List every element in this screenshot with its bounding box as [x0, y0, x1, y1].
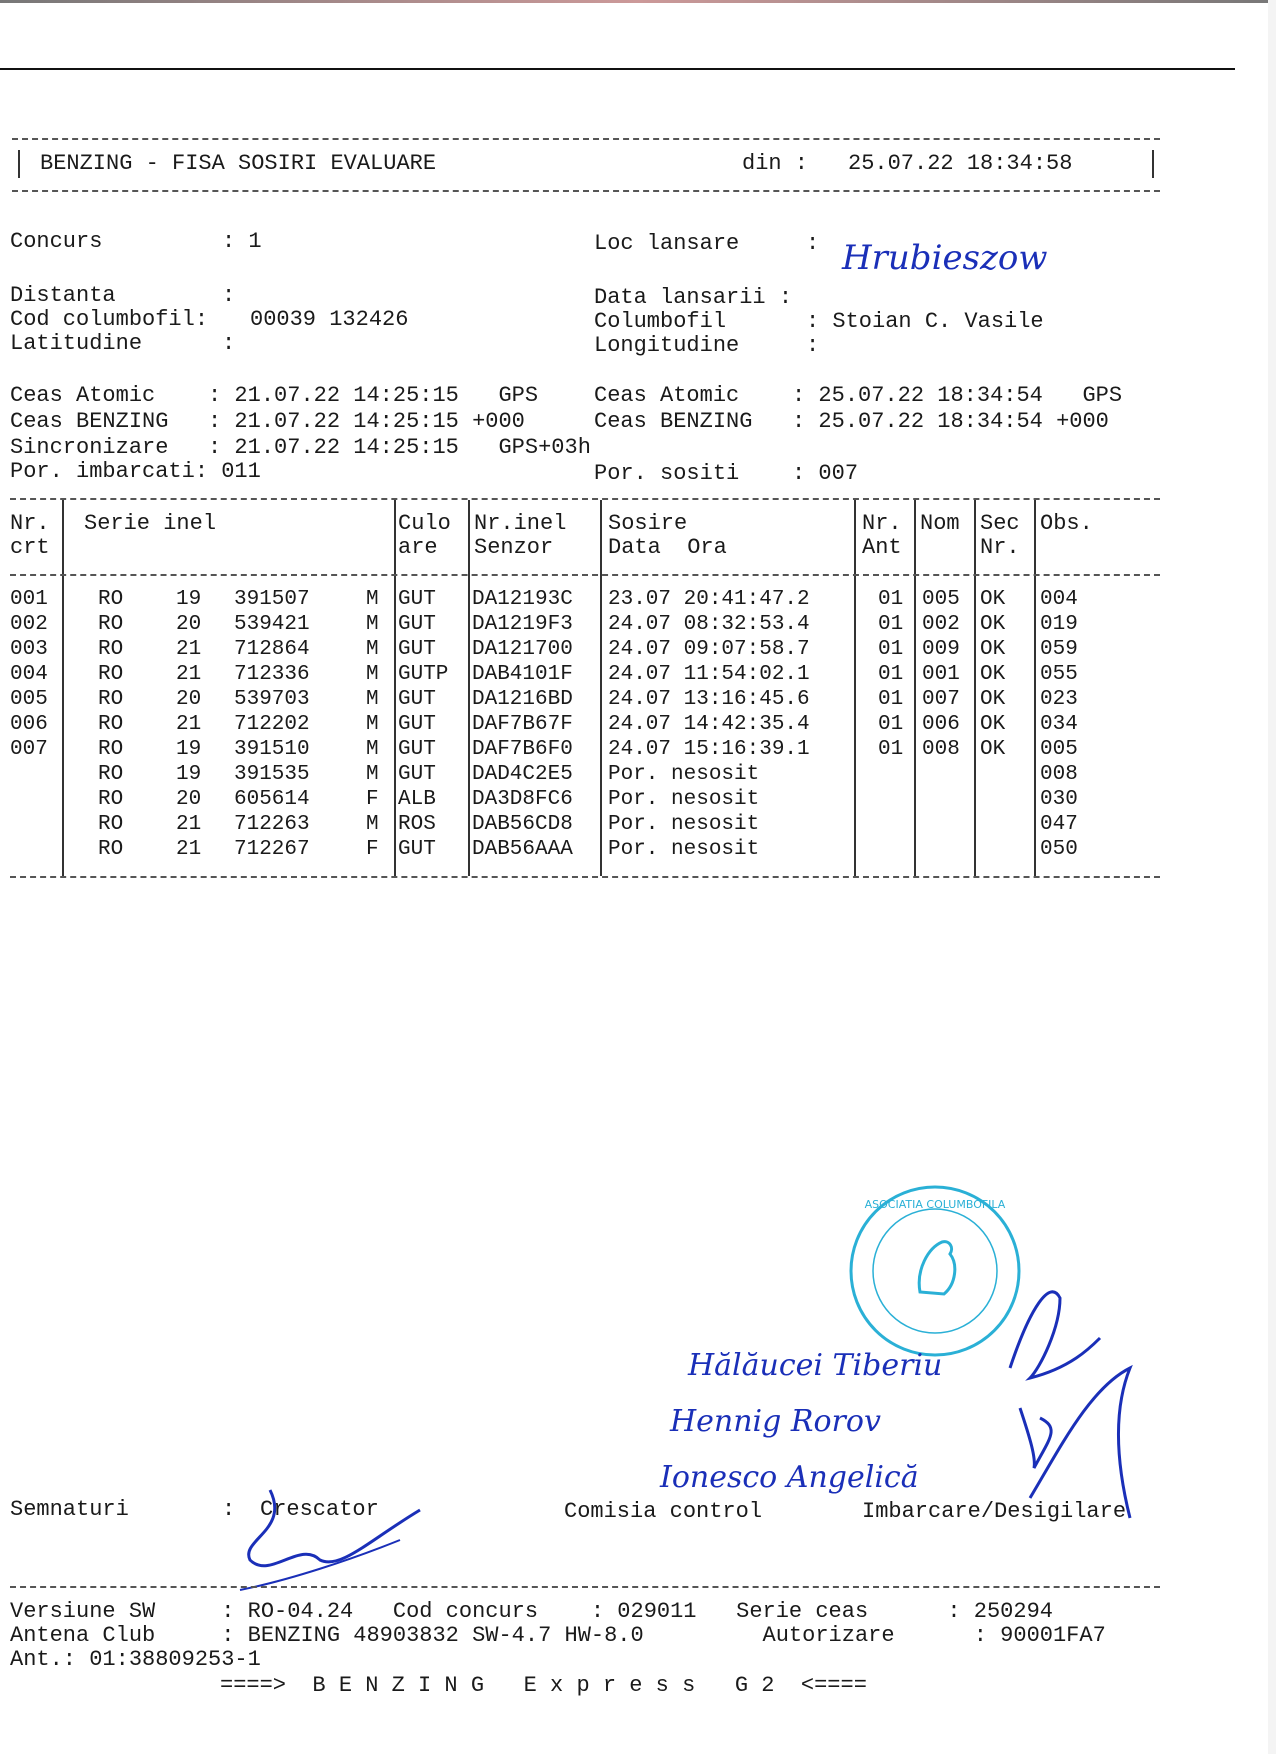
cell-obs: 050 [1040, 838, 1078, 861]
cell-ring-number: 712202 [234, 713, 310, 736]
cell-country: RO [98, 663, 124, 686]
cell-arrival: 24.07 08:32:53.4 [608, 613, 810, 636]
header-senzor: Senzor [474, 535, 554, 560]
right-ceas-atomic: Ceas Atomic : 25.07.22 18:34:54 GPS [594, 383, 1123, 408]
cell-antenna: 01 [878, 688, 904, 711]
cod-columbofil-label: Cod columbofil: [10, 307, 209, 332]
por-sositi: Por. sositi : 007 [594, 461, 859, 486]
header-nom: Nom [920, 511, 960, 536]
cell-obs: 019 [1040, 613, 1078, 636]
cell-sex: M [366, 813, 379, 836]
semnaturi-label: Semnaturi [10, 1497, 129, 1522]
cell-obs: 059 [1040, 638, 1078, 661]
handwritten-signatures [990, 1268, 1140, 1528]
cell-obs: 047 [1040, 813, 1078, 836]
col-divider-3 [468, 500, 470, 876]
cell-sex: M [366, 713, 379, 736]
cell-nom: 006 [922, 713, 960, 736]
cell-color: ALB [398, 788, 436, 811]
cell-obs: 030 [1040, 788, 1078, 811]
header-obs: Obs. [1040, 511, 1093, 536]
loc-lansare-handwritten: Hrubieszow [842, 238, 1048, 278]
cell-year: 20 [176, 788, 202, 811]
cell-ring-number: 605614 [234, 788, 310, 811]
signature-name-2: Hennig Rorov [670, 1404, 881, 1439]
cell-nr: 001 [10, 588, 48, 611]
cell-color: GUT [398, 588, 436, 611]
cell-country: RO [98, 838, 124, 861]
col-divider-7 [974, 500, 976, 876]
cell-obs: 004 [1040, 588, 1078, 611]
header-are: are [398, 535, 438, 560]
cell-sensor-ring: DAB56CD8 [472, 813, 573, 836]
cell-arrival: 24.07 15:16:39.1 [608, 738, 810, 761]
data-lansarii-label: Data lansarii : [594, 285, 793, 310]
table-header-rule [10, 574, 1160, 576]
cell-sensor-ring: DAB56AAA [472, 838, 573, 861]
header-bottom-rule [12, 190, 1160, 192]
cell-sex: M [366, 688, 379, 711]
columbofil-label: Columbofil [594, 309, 727, 334]
cell-sec: OK [980, 588, 1006, 611]
signature-name-3: Ionesco Angelică [660, 1460, 919, 1495]
cell-country: RO [98, 763, 124, 786]
cell-nr: 004 [10, 663, 48, 686]
cell-year: 19 [176, 763, 202, 786]
header-nr: Nr. [10, 511, 50, 536]
right-ceas-benzing: Ceas BENZING : 25.07.22 18:34:54 +000 [594, 409, 1109, 434]
header-sec: Sec [980, 511, 1020, 536]
cell-nom: 002 [922, 613, 960, 636]
cell-arrival: Por. nesosit [608, 788, 760, 811]
cell-nom: 005 [922, 588, 960, 611]
cell-sensor-ring: DA1216BD [472, 688, 573, 711]
imbarcare-desigilare-label: Imbarcare/Desigilare [862, 1499, 1127, 1524]
header-sec-nr: Nr. [980, 535, 1020, 560]
cell-sex: M [366, 663, 379, 686]
cell-color: GUTP [398, 663, 449, 686]
cell-obs: 023 [1040, 688, 1078, 711]
cell-year: 19 [176, 588, 202, 611]
cell-sensor-ring: DAF7B6F0 [472, 738, 573, 761]
cell-sex: M [366, 613, 379, 636]
left-ceas-atomic: Ceas Atomic : 21.07.22 14:25:15 GPS [10, 383, 539, 408]
document-title: BENZING - FISA SOSIRI EVALUARE [40, 151, 437, 176]
cell-antenna: 01 [878, 588, 904, 611]
cell-year: 21 [176, 663, 202, 686]
cell-country: RO [98, 688, 124, 711]
header-left-bar [18, 150, 20, 178]
cell-sec: OK [980, 713, 1006, 736]
cell-sec: OK [980, 738, 1006, 761]
columbofil-value: : Stoian C. Vasile [806, 309, 1044, 334]
cell-sensor-ring: DA121700 [472, 638, 573, 661]
cell-country: RO [98, 713, 124, 736]
cell-ring-number: 712263 [234, 813, 310, 836]
cell-arrival: 24.07 09:07:58.7 [608, 638, 810, 661]
cell-antenna: 01 [878, 738, 904, 761]
cell-sec: OK [980, 638, 1006, 661]
signature-name-1: Hălăucei Tiberiu [688, 1348, 943, 1383]
pigeon-icon [919, 1242, 955, 1294]
footer-line-2: Antena Club : BENZING 48903832 SW-4.7 HW-8.0 Autorizare : 90001FA7 [10, 1623, 1106, 1648]
cell-obs: 005 [1040, 738, 1078, 761]
din-label: din : [742, 151, 809, 176]
cell-sex: M [366, 588, 379, 611]
col-divider-8 [1034, 500, 1036, 876]
cell-arrival: 24.07 13:16:45.6 [608, 688, 810, 711]
cell-color: GUT [398, 613, 436, 636]
cell-nr: 003 [10, 638, 48, 661]
col-divider-4 [600, 500, 602, 876]
footer-line-1: Versiune SW : RO-04.24 Cod concurs : 029011 Serie ceas : 250294 [10, 1599, 1053, 1624]
col-divider-2 [394, 500, 396, 876]
cell-year: 21 [176, 713, 202, 736]
header-ant: Ant [862, 535, 902, 560]
cell-year: 19 [176, 738, 202, 761]
latitudine-value: : [222, 331, 236, 356]
distanta-label: Distanta [10, 283, 116, 308]
cell-year: 21 [176, 838, 202, 861]
cell-sensor-ring: DAB4101F [472, 663, 573, 686]
loc-lansare-colon: : [806, 231, 820, 256]
cell-antenna: 01 [878, 638, 904, 661]
cell-ring-number: 391510 [234, 738, 310, 761]
cod-columbofil-value: 00039 132426 [250, 307, 409, 332]
concurs-value: : 1 [222, 229, 262, 254]
header-nr-ant: Nr. [862, 511, 902, 536]
cell-ring-number: 539703 [234, 688, 310, 711]
header-serie-inel: Serie inel [84, 511, 217, 536]
cell-nom: 009 [922, 638, 960, 661]
cell-nr: 002 [10, 613, 48, 636]
col-divider-5 [854, 500, 856, 876]
cell-ring-number: 712864 [234, 638, 310, 661]
cell-sensor-ring: DA3D8FC6 [472, 788, 573, 811]
cell-arrival: 24.07 14:42:35.4 [608, 713, 810, 736]
cell-country: RO [98, 813, 124, 836]
cell-sec: OK [980, 613, 1006, 636]
cell-country: RO [98, 738, 124, 761]
cell-nom: 008 [922, 738, 960, 761]
cell-sensor-ring: DA1219F3 [472, 613, 573, 636]
cell-obs: 055 [1040, 663, 1078, 686]
cell-arrival: 23.07 20:41:47.2 [608, 588, 810, 611]
cell-ring-number: 712336 [234, 663, 310, 686]
cell-color: GUT [398, 738, 436, 761]
cell-antenna: 01 [878, 613, 904, 636]
cell-arrival: Por. nesosit [608, 813, 760, 836]
crescator-label: Crescator [260, 1497, 379, 1522]
scan-right-edge [1268, 0, 1276, 1754]
din-value: 25.07.22 18:34:58 [848, 151, 1073, 176]
cell-sensor-ring: DAF7B67F [472, 713, 573, 736]
cell-nom: 001 [922, 663, 960, 686]
cell-sec: OK [980, 663, 1006, 686]
footer-line-3: Ant.: 01:38809253-1 [10, 1647, 261, 1672]
cell-arrival: Por. nesosit [608, 763, 760, 786]
cell-year: 21 [176, 638, 202, 661]
loc-lansare-label: Loc lansare [594, 231, 740, 256]
cell-nom: 007 [922, 688, 960, 711]
cell-ring-number: 391535 [234, 763, 310, 786]
cell-color: GUT [398, 638, 436, 661]
cell-color: GUT [398, 838, 436, 861]
cell-year: 20 [176, 688, 202, 711]
longitudine-value: : [806, 333, 820, 358]
cell-country: RO [98, 788, 124, 811]
longitudine-label: Longitudine [594, 333, 740, 358]
cell-obs: 008 [1040, 763, 1078, 786]
col-divider-6 [914, 500, 916, 876]
cell-country: RO [98, 613, 124, 636]
header-top-rule [12, 138, 1160, 140]
cell-arrival: 24.07 11:54:02.1 [608, 663, 810, 686]
cell-nr: 005 [10, 688, 48, 711]
table-top-rule [10, 498, 1160, 500]
cell-color: GUT [398, 688, 436, 711]
cell-color: GUT [398, 763, 436, 786]
header-data-ora: Data Ora [608, 535, 727, 560]
cell-antenna: 01 [878, 713, 904, 736]
paper-top-rule [0, 68, 1235, 70]
table-bottom-rule [10, 876, 1160, 878]
cell-year: 20 [176, 613, 202, 636]
header-right-bar [1152, 150, 1154, 178]
cell-obs: 034 [1040, 713, 1078, 736]
cell-sensor-ring: DAD4C2E5 [472, 763, 573, 786]
header-nr-inel: Nr.inel [474, 511, 567, 536]
footer-rule [10, 1586, 1160, 1588]
header-culo: Culo [398, 511, 451, 536]
cell-color: ROS [398, 813, 436, 836]
cell-sensor-ring: DA12193C [472, 588, 573, 611]
cell-sex: F [366, 788, 379, 811]
cell-sex: M [366, 763, 379, 786]
sincronizare: Sincronizare : 21.07.22 14:25:15 GPS+03h [10, 435, 591, 460]
header-sosire: Sosire [608, 511, 688, 536]
cell-color: GUT [398, 713, 436, 736]
cell-arrival: Por. nesosit [608, 838, 760, 861]
por-imbarcati: Por. imbarcati: 011 [10, 459, 261, 484]
cell-nr: 006 [10, 713, 48, 736]
stamp-text: ASOCIATIA COLUMBOFILA [864, 1198, 1006, 1211]
comisia-control-label: Comisia control [564, 1499, 763, 1524]
cell-sec: OK [980, 688, 1006, 711]
cell-country: RO [98, 638, 124, 661]
cell-sex: F [366, 838, 379, 861]
cell-sex: M [366, 738, 379, 761]
concurs-label: Concurs [10, 229, 103, 254]
cell-ring-number: 391507 [234, 588, 310, 611]
cell-ring-number: 539421 [234, 613, 310, 636]
cell-country: RO [98, 588, 124, 611]
header-crt: crt [10, 535, 50, 560]
semnaturi-colon: : [222, 1497, 236, 1522]
col-divider-1 [62, 500, 64, 876]
cell-year: 21 [176, 813, 202, 836]
cell-ring-number: 712267 [234, 838, 310, 861]
cell-nr: 007 [10, 738, 48, 761]
distanta-value: : [222, 283, 236, 308]
scan-top-edge [0, 0, 1276, 3]
left-ceas-benzing: Ceas BENZING : 21.07.22 14:25:15 +000 [10, 409, 525, 434]
cell-sex: M [366, 638, 379, 661]
cell-antenna: 01 [878, 663, 904, 686]
footer-banner: ====> B E N Z I N G E x p r e s s G 2 <==== [220, 1673, 867, 1698]
latitudine-label: Latitudine [10, 331, 143, 356]
